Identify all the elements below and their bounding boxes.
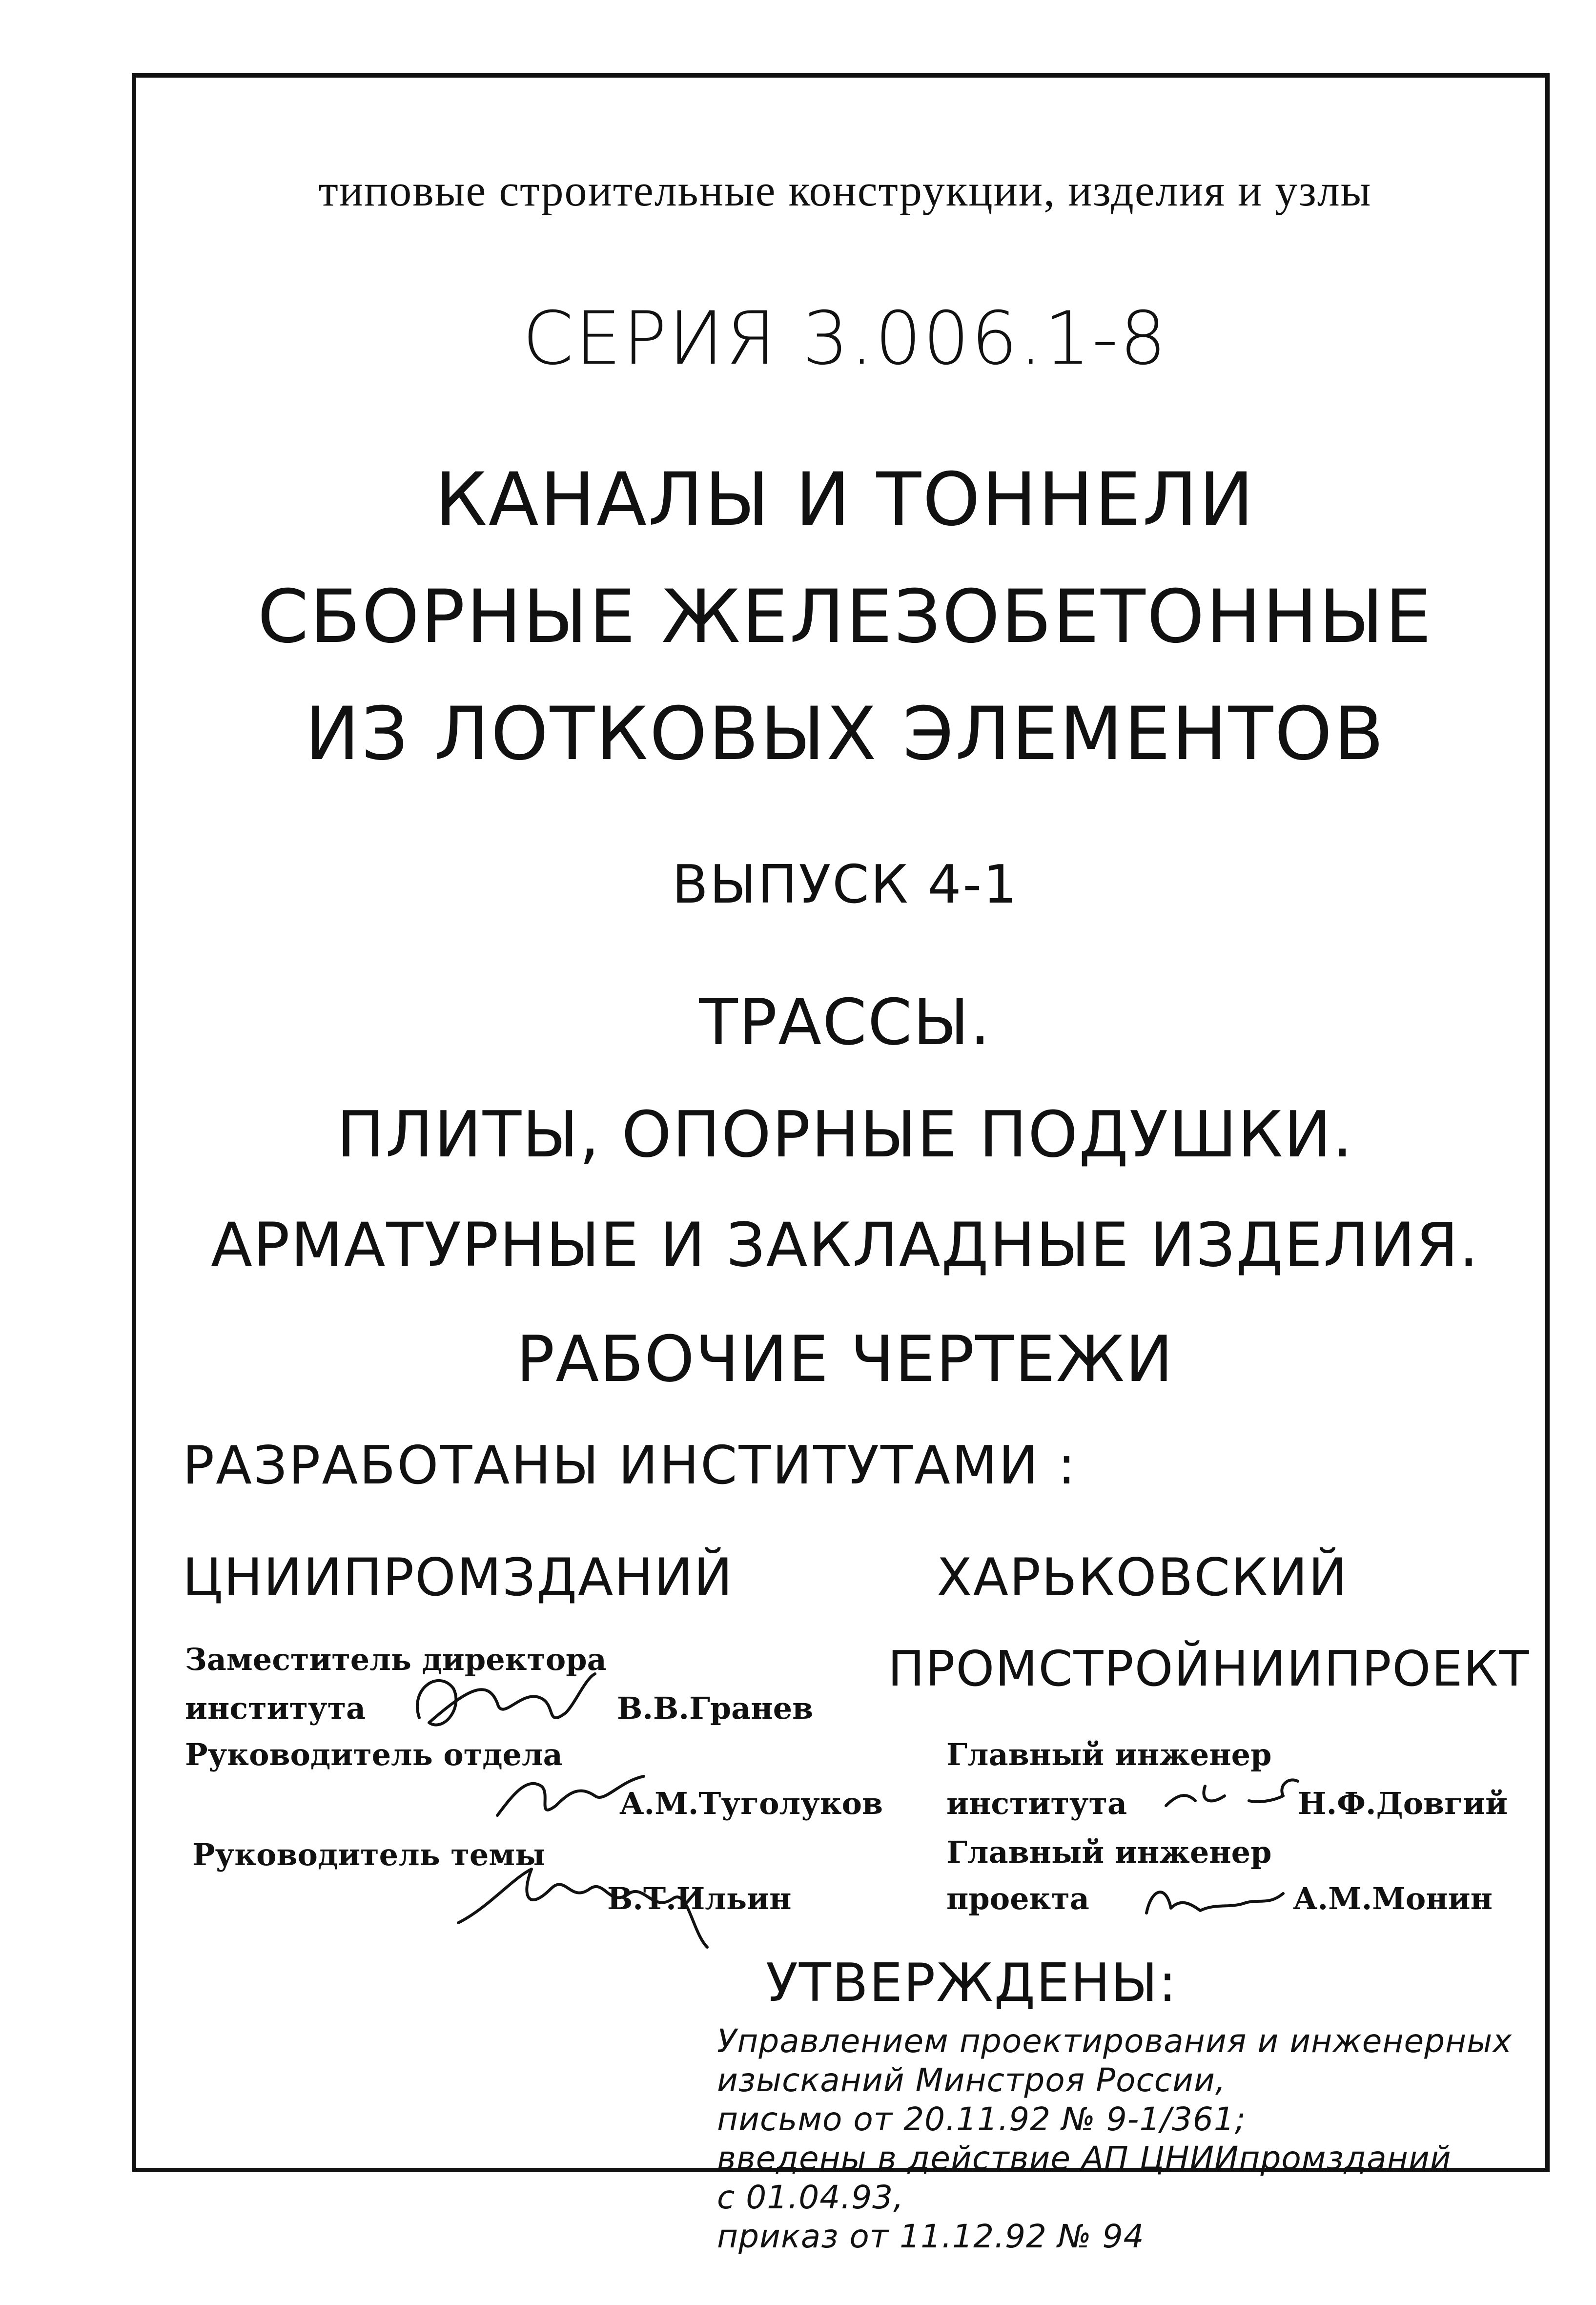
subtitle-line-3: АРМАТУРНЫЕ И ЗАКЛАДНЫЕ ИЗДЕЛИЯ. bbox=[211, 1210, 1479, 1280]
right-role1-line2: института bbox=[946, 1786, 1127, 1821]
issue-number: ВЫПУСК 4-1 bbox=[672, 854, 1019, 915]
approval-line-5: с 01.04.93, bbox=[717, 2179, 904, 2216]
approval-line-6: приказ от 11.12.92 № 94 bbox=[717, 2218, 1145, 2255]
right-role2-line2: проекта bbox=[946, 1881, 1089, 1916]
document-header: типовые строительные конструкции, изделия и узлы bbox=[318, 165, 1372, 215]
title-line-3: ИЗ ЛОТКОВЫХ ЭЛЕМЕНТОВ bbox=[305, 692, 1386, 777]
signature-monin bbox=[1137, 1869, 1293, 1928]
right-person1: Н.Ф.Довгий bbox=[1298, 1786, 1508, 1821]
right-institute-name-line2: ПРОМСТРОЙНИИПРОЕКТ bbox=[888, 1640, 1530, 1697]
left-person2: А.М.Туголуков bbox=[619, 1786, 883, 1821]
left-institute-name: ЦНИИПРОМЗДАНИЙ bbox=[183, 1547, 734, 1607]
right-person2: А.М.Монин bbox=[1293, 1881, 1493, 1916]
left-role2: Руководитель отдела bbox=[185, 1737, 563, 1772]
subtitle-line-4: РАБОЧИЕ ЧЕРТЕЖИ bbox=[516, 1322, 1174, 1396]
left-person3: В.Т.Ильин bbox=[607, 1881, 792, 1916]
signature-tugolukov bbox=[488, 1757, 654, 1830]
title-line-1: КАНАЛЫ И ТОННЕЛИ bbox=[435, 457, 1255, 542]
left-role1-line2: института bbox=[185, 1690, 366, 1726]
signature-granev bbox=[400, 1659, 605, 1752]
approval-line-4: введены в действие АП ЦНИИпромзданий bbox=[717, 2140, 1452, 2177]
title-line-2: СБОРНЫЕ ЖЕЛЕЗОБЕТОННЫЕ bbox=[257, 575, 1433, 659]
subtitle-line-2: ПЛИТЫ, ОПОРНЫЕ ПОДУШКИ. bbox=[337, 1097, 1353, 1172]
right-role2-line1: Главный инженер bbox=[946, 1834, 1272, 1870]
developed-by-heading: РАЗРАБОТАНЫ ИНСТИТУТАМИ : bbox=[183, 1435, 1077, 1496]
left-person1: В.В.Гранев bbox=[617, 1690, 814, 1726]
approval-line-2: изысканий Минстроя России, bbox=[717, 2061, 1226, 2099]
right-institute-name-line1: ХАРЬКОВСКИЙ bbox=[937, 1547, 1349, 1607]
signature-ilyin bbox=[449, 1850, 722, 1952]
left-role3: Руководитель темы bbox=[192, 1837, 546, 1873]
approval-line-1: Управлением проектирования и инженерных bbox=[717, 2022, 1513, 2060]
left-role1-line1: Заместитель директора bbox=[185, 1642, 607, 1677]
approval-line-3: письмо от 20.11.92 № 9-1/361; bbox=[717, 2100, 1246, 2138]
signature-dovgiy bbox=[1156, 1762, 1303, 1825]
subtitle-line-1: ТРАССЫ. bbox=[699, 985, 991, 1059]
right-role1-line1: Главный инженер bbox=[946, 1737, 1272, 1772]
series-number: СЕРИЯ 3.006.1-8 bbox=[522, 296, 1168, 381]
approved-heading: УТВЕРЖДЕНЫ: bbox=[766, 1953, 1178, 2014]
title-sheet-frame bbox=[132, 73, 1550, 2255]
